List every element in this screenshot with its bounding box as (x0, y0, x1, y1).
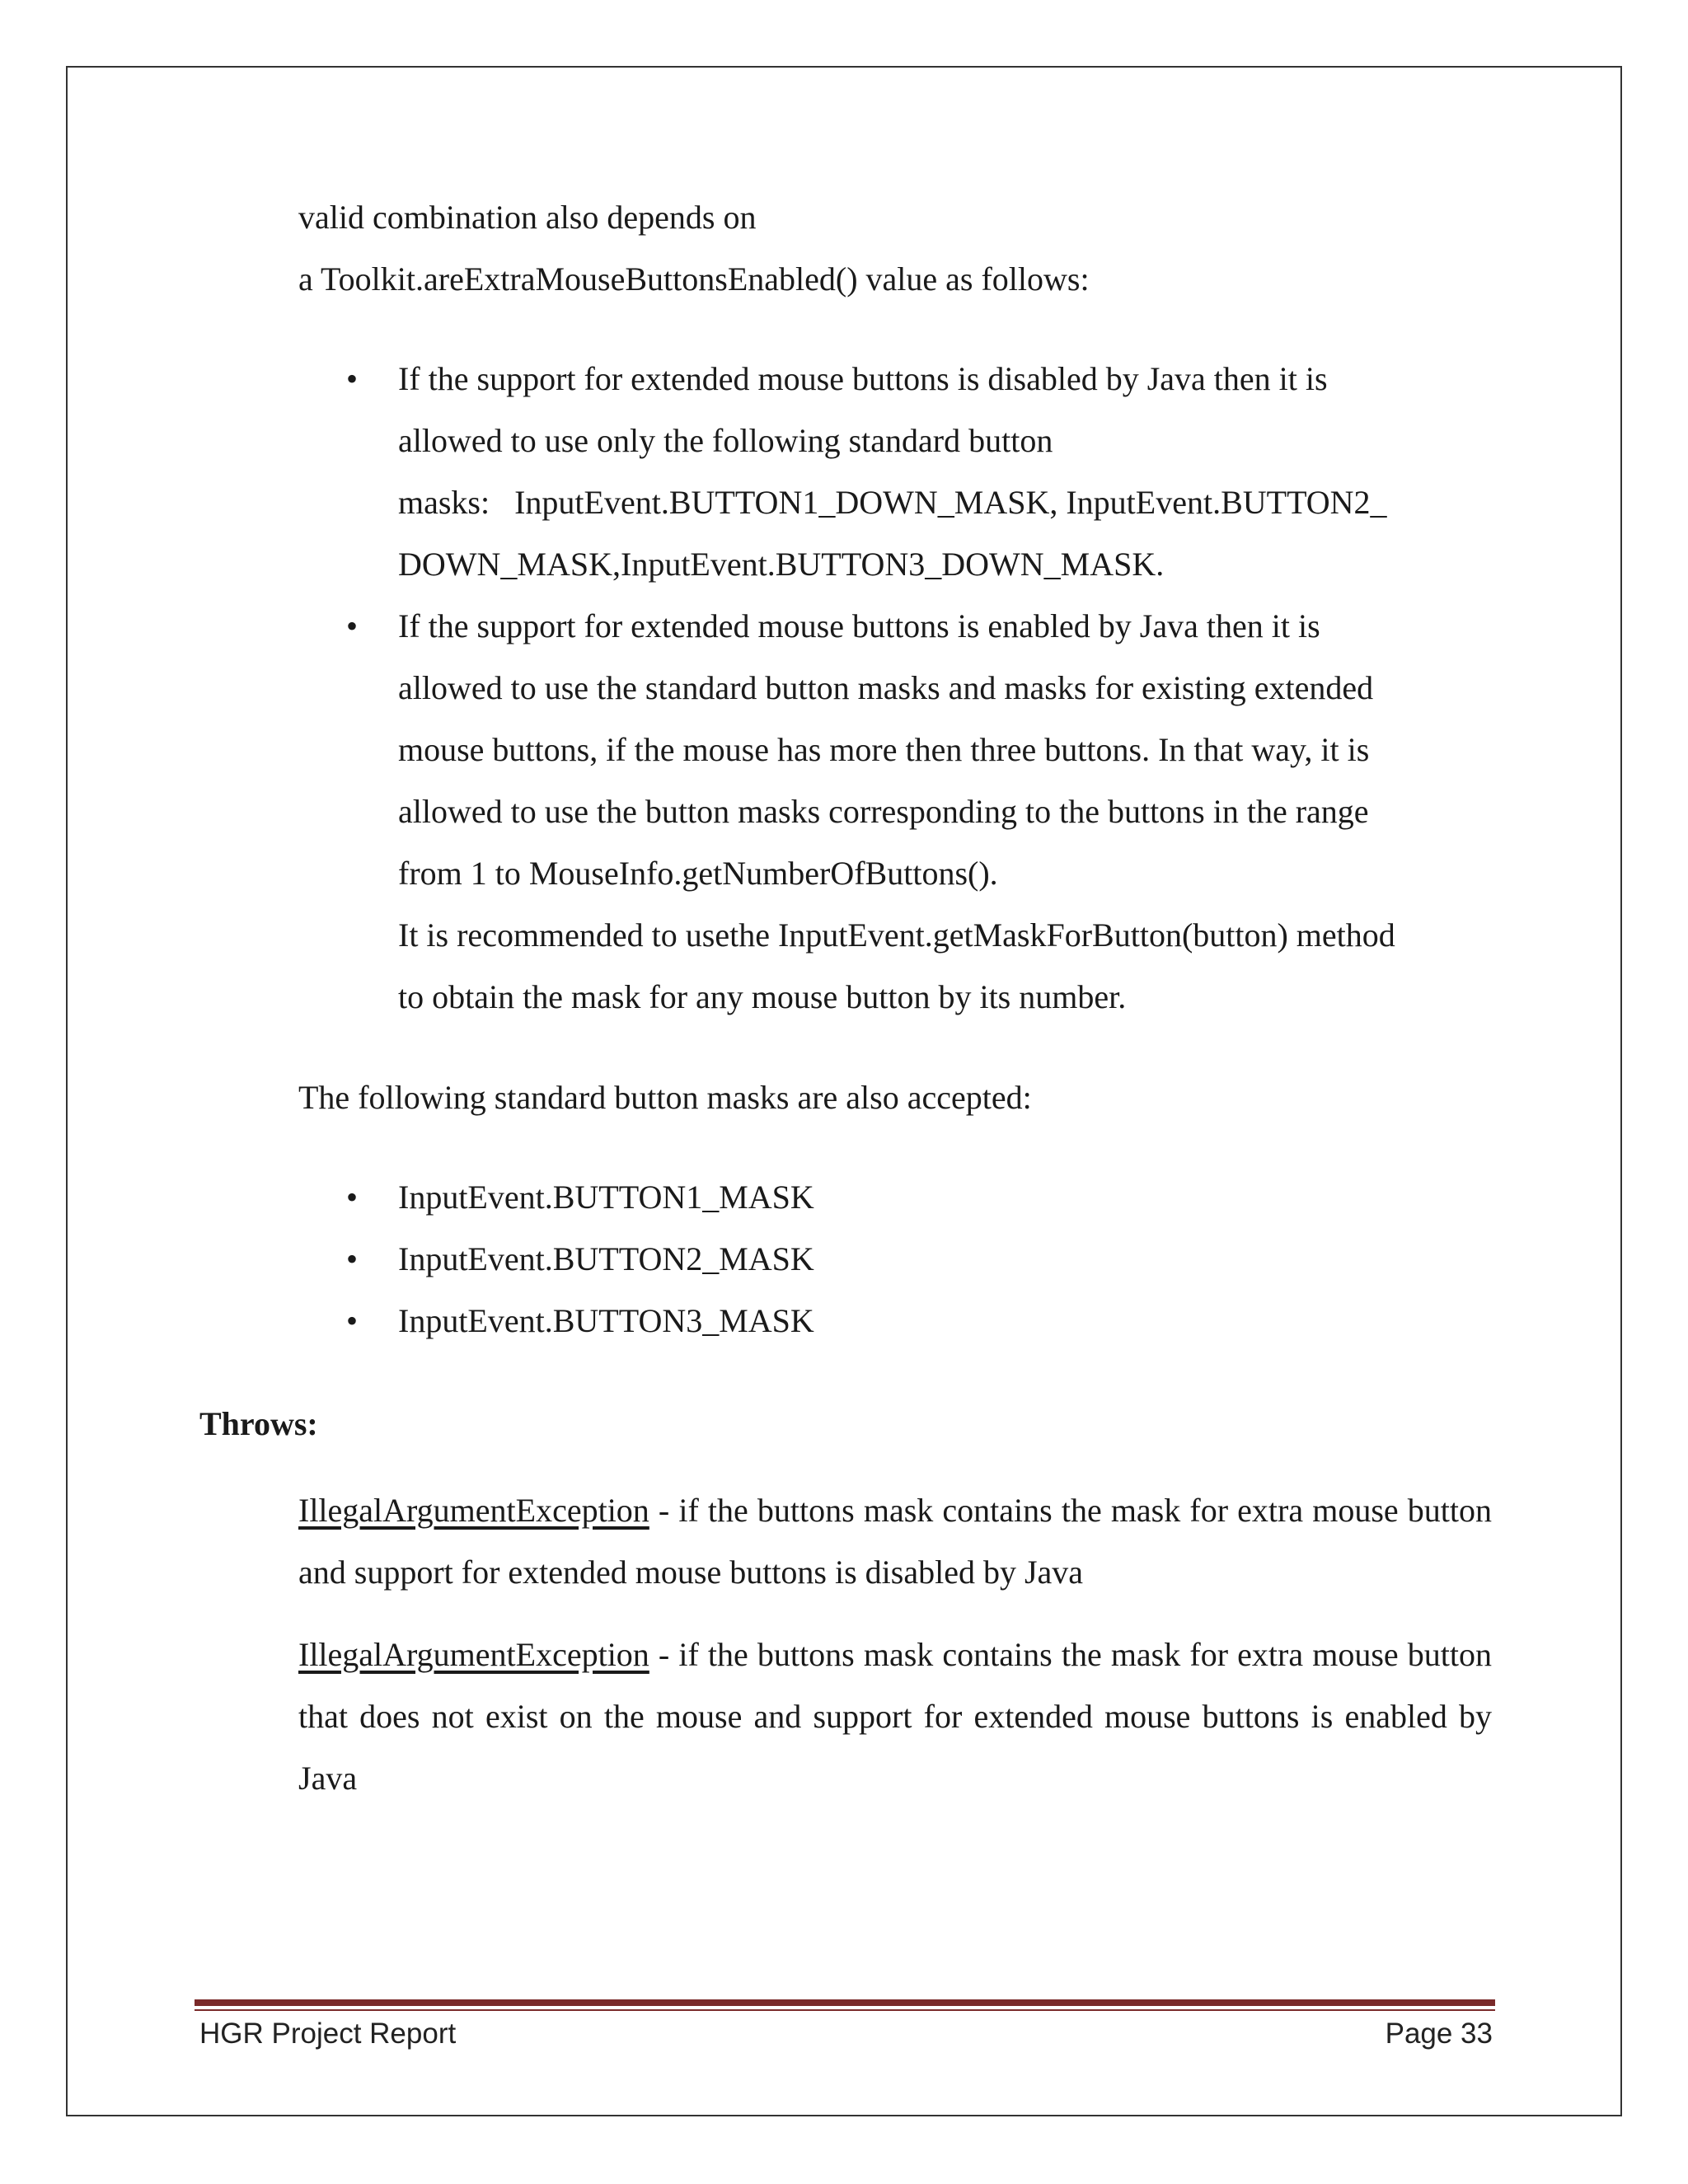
bullet-2-line-1: If the support for extended mouse buttons is enabled by Java then it is (398, 607, 1320, 644)
exception-link[interactable]: IllegalArgumentException (298, 1636, 649, 1673)
bullet-2-line-7: to obtain the mask for any mouse button by its number. (398, 978, 1127, 1015)
throws-item-2 (298, 1624, 1492, 1809)
footer-rule-thin (195, 2009, 1495, 2011)
exception-link[interactable]: IllegalArgumentException (298, 1492, 649, 1529)
bullet-dot: • (346, 607, 359, 644)
exception-description: - if the buttons mask contains the mask for extra mouse button and support for extended mouse buttons is disabled by Java (298, 1492, 1492, 1591)
intro-line-1: valid combination also depends on (298, 199, 757, 236)
exception-description: - if the buttons mask contains the mask for extra mouse button that does not exist on the mouse and support for extended mouse buttons is enabled by Java (298, 1636, 1492, 1797)
bullet-dot: • (346, 1179, 359, 1216)
footer-report-title: HGR Project Report (199, 2018, 457, 2050)
footer-page-number: Page 33 (1385, 2018, 1493, 2050)
bullet-2-line-4: allowed to use the button masks corresponding to the buttons in the range (398, 793, 1369, 830)
throws-item-1 (298, 1479, 1492, 1603)
throws-heading: Throws: (199, 1405, 318, 1442)
bullet-2-line-2: allowed to use the standard button masks and masks for existing extended (398, 669, 1374, 706)
bullet-1-line-4: DOWN_MASK,InputEvent.BUTTON3_DOWN_MASK. (398, 546, 1165, 583)
accepted-mask-3: InputEvent.BUTTON3_MASK (398, 1302, 814, 1339)
bullet-2-line-6: It is recommended to usethe InputEvent.getMaskForButton(button) method (398, 916, 1395, 954)
bullet-1-line-3: masks: InputEvent.BUTTON1_DOWN_MASK, InputEvent.BUTTON2_ (398, 484, 1387, 521)
bullet-dot: • (346, 1240, 359, 1277)
accepted-intro: The following standard button masks are also accepted: (298, 1079, 1032, 1116)
accepted-mask-1: InputEvent.BUTTON1_MASK (398, 1179, 814, 1216)
bullet-1-line-2: allowed to use only the following standard button (398, 422, 1053, 459)
bullet-dot: • (346, 360, 359, 397)
bullet-2-line-3: mouse buttons, if the mouse has more then three buttons. In that way, it is (398, 731, 1370, 768)
bullet-dot: • (346, 1302, 359, 1339)
footer-rule (195, 1999, 1495, 2006)
accepted-mask-2: InputEvent.BUTTON2_MASK (398, 1240, 814, 1277)
bullet-1-line-1: If the support for extended mouse buttons is disabled by Java then it is (398, 360, 1328, 397)
bullet-2-line-5: from 1 to MouseInfo.getNumberOfButtons(). (398, 855, 998, 892)
intro-line-2: a Toolkit.areExtraMouseButtonsEnabled() value as follows: (298, 260, 1090, 298)
